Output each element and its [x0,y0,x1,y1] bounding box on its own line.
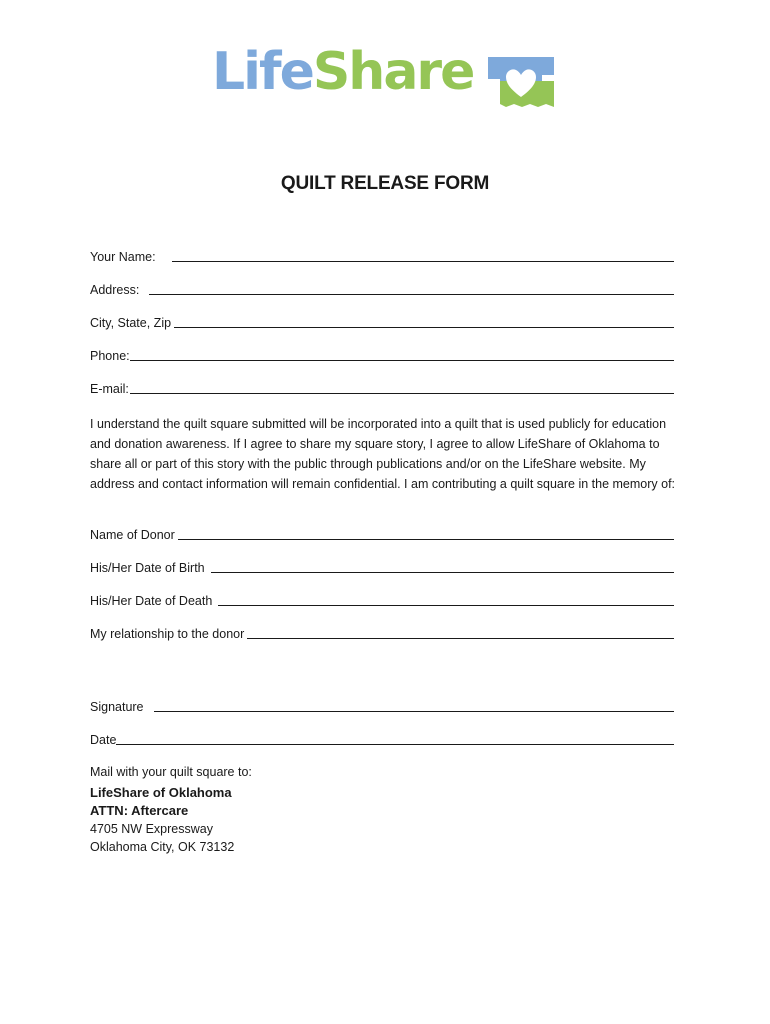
date-field[interactable] [90,729,674,747]
address-attention: ATTN: Aftercare [90,803,189,818]
relationship-label: My relationship to the donor [90,627,245,641]
city-state-zip-label: City, State, Zip [90,316,172,330]
donor-name-line[interactable] [178,527,674,540]
address-street: 4705 NW Expressway [90,822,213,836]
relationship-field[interactable] [90,623,674,641]
logo-wordmark [212,42,474,102]
lifeshare-logo [212,42,562,112]
signature-label: Signature [90,700,144,714]
your-name-field[interactable] [90,246,674,264]
email-label: E-mail: [90,382,129,396]
date-label: Date [90,733,117,747]
email-line[interactable] [130,381,674,394]
your-name-label: Your Name: [90,250,156,264]
date-line[interactable] [116,732,674,745]
address-label: Address: [90,283,140,297]
phone-field[interactable] [90,345,674,363]
phone-label: Phone: [90,349,130,363]
city-state-zip-field[interactable] [90,312,674,330]
oklahoma-heart-icon [486,55,556,109]
donor-birth-date-field[interactable] [90,557,674,575]
your-name-line[interactable] [172,249,674,262]
relationship-line[interactable] [247,626,674,639]
donor-name-label: Name of Donor [90,528,175,542]
donor-name-field[interactable] [90,524,674,542]
mailing-address [90,784,234,856]
donor-death-date-field[interactable] [90,590,674,608]
address-line[interactable] [149,282,674,295]
signature-field[interactable] [90,696,674,714]
address-city: Oklahoma City, OK 73132 [90,840,235,854]
agreement-paragraph: I understand the quilt square submitted will be incorporated into a quilt that is used publicly for education and donation awareness. If I agree to share my square story, I agree to allow LifeShare of Oklahoma to share all or part of this story with the public through publications and/or on the LifeShare website. My address and contact information will remain confidential. I am contributing a quilt square in the memory of: [90,417,676,491]
donor-birth-date-line[interactable] [211,560,674,573]
donor-death-date-line[interactable] [218,593,674,606]
signature-line[interactable] [154,699,674,712]
email-field[interactable] [90,378,674,396]
donor-birth-date-label: His/Her Date of Birth [90,561,205,575]
phone-line[interactable] [130,348,674,361]
form-title: QUILT RELEASE FORM [280,173,490,194]
logo-text-life: Life [212,42,313,102]
mail-instructions: Mail with your quilt square to: [90,765,252,779]
city-state-zip-line[interactable] [174,315,674,328]
logo-text-share: Share [312,42,474,102]
address-organization: LifeShare of Oklahoma [90,785,232,800]
address-field[interactable] [90,279,674,297]
donor-death-date-label: His/Her Date of Death [90,594,213,608]
